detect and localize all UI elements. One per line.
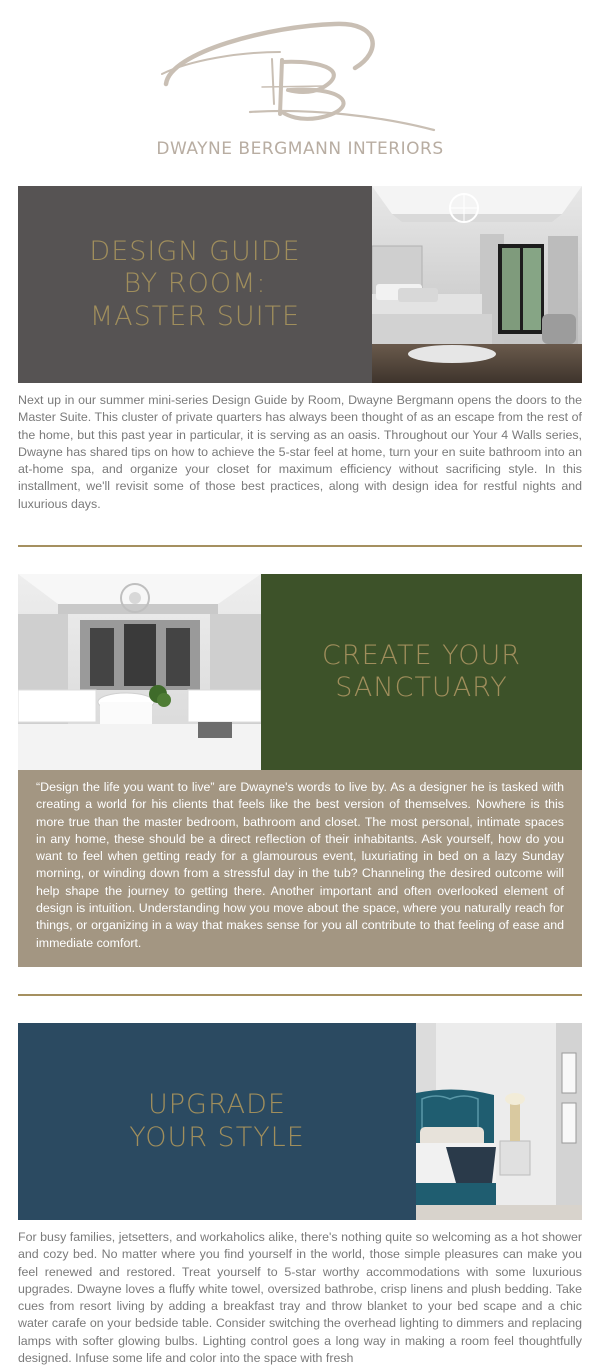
banner-title xyxy=(18,186,372,383)
banner-title xyxy=(261,574,582,770)
db-monogram-icon xyxy=(150,12,450,137)
master-bathroom-photo xyxy=(18,574,261,770)
sanctuary-paragraph: “Design the life you want to live” are Dwayne's words to live by. As a designer he is tasked with creating a world for his clients that feels like the best version of themselves. Nowhere is this more true than the master bedroom, bathroom and closet. The most personal, intimate spaces in any home, these should be a direct reflection of their inhabitants. Ask yourself, how do you want to feel when getting ready for a glamourous event, luxuriating in bed on a lazy Sunday morning, or winding down from a stressful day in the tub? Channeling the desired outcome will help shape the journey to getting there. Another important and often overlooked element of design is intuition. Understanding how you move about the space, where you naturally reach for things, or organizing in a way that makes sense for you all contribute to that feeling of ease and immediate comfort. xyxy=(36,780,564,950)
sanctuary-text-box xyxy=(18,770,582,967)
section-divider xyxy=(18,994,582,996)
teal-headboard-bedroom-photo xyxy=(416,1023,582,1220)
upgrade-paragraph: For busy families, jetsetters, and workaholics alike, there's nothing quite so welcoming as a hot shower and cozy bed. No matter where you find yourself in the world, those simple pleasures can make you feel renewed and restored. Treat yourself to 5-star worthy accommodations with some luxurious upgrades. Dwayne loves a fluffy white towel, oversized bathrobe, crisp linens and plush bedding. Take cues from resort living by adding a breakfast tray and throw blanket to your bed scape and a chic water carafe on your bedside table. Consider switching the overhead lighting to dimmers and replacing lamps with softer glowing bulbs. Lighting control goes a long way in making a room feel thoughtfully designed. Infuse some life and color into the space with fresh xyxy=(18,1230,582,1366)
section-divider xyxy=(18,545,582,547)
brand-name: DWAYNE BERGMANN INTERIORS xyxy=(156,139,444,159)
brand-header xyxy=(0,0,600,170)
banner-create-your-sanctuary xyxy=(18,574,582,770)
title-line: DESIGN GUIDE xyxy=(89,235,301,267)
intro-paragraph: Next up in our summer mini-series Design Guide by Room, Dwayne Bergmann opens the doors to the Master Suite. This cluster of private quarters has always been thought of as an escape from the rest of the home, but this past year in particular, it is serving as an oasis. Throughout our Your 4 Walls series, Dwayne has shared tips on how to achieve the 5-star feel at home, turn your en suite bathroom into an at-home spa, and organize your closet for maximum efficiency without sacrificing style. In this installment, we'll revisit some of those best practices, along with design idea for restful nights and luxurious days. xyxy=(18,393,582,511)
banner-upgrade-your-style xyxy=(18,1023,582,1220)
banner-title xyxy=(18,1023,416,1220)
banner-master-suite xyxy=(18,186,582,383)
master-bedroom-photo xyxy=(372,186,582,383)
title-line: YOUR STYLE xyxy=(129,1121,305,1153)
title-line: MASTER SUITE xyxy=(89,300,301,332)
title-line: SANCTUARY xyxy=(335,672,508,703)
title-line: CREATE YOUR xyxy=(322,639,521,671)
title-line: UPGRADE xyxy=(148,1089,286,1121)
title-line: BY ROOM: xyxy=(123,268,267,300)
